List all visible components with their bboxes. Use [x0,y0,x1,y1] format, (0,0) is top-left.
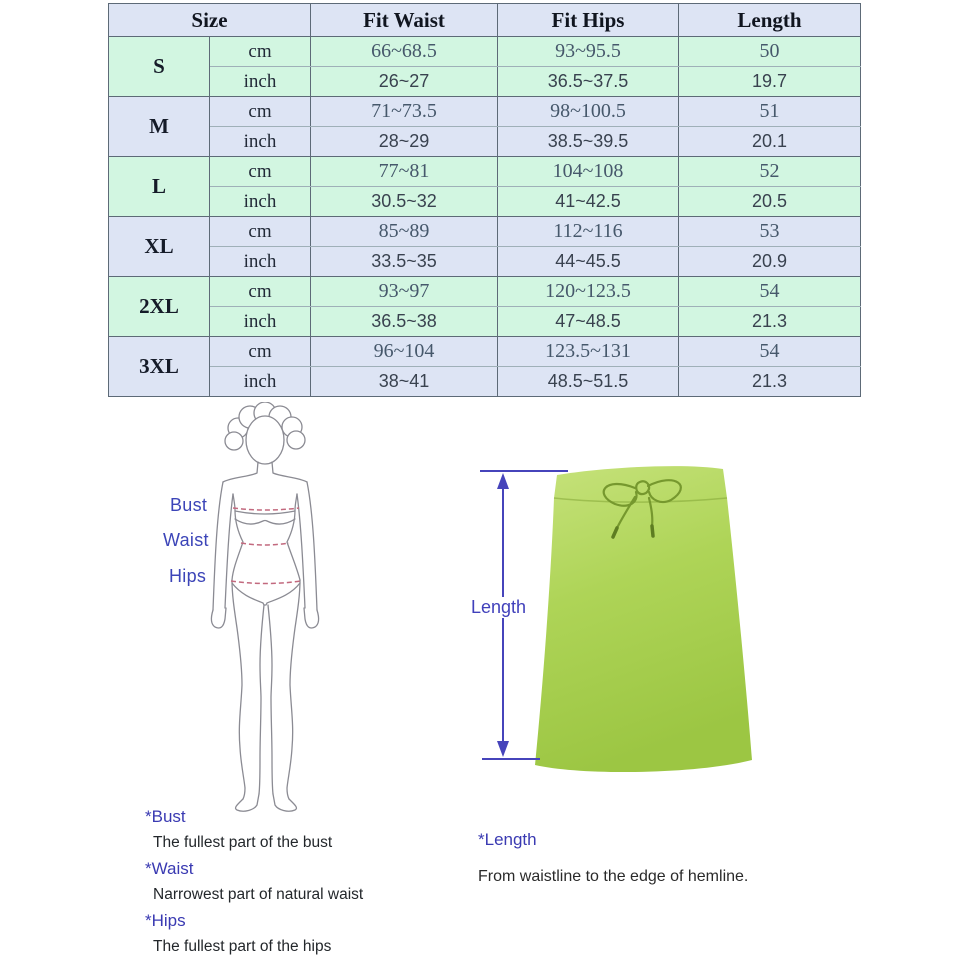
unit-cm-label: cm [210,37,311,67]
waist-cm-value: 93~97 [311,277,498,307]
unit-inch-label: inch [210,247,311,277]
table-row [109,307,861,337]
table-row [109,67,861,97]
arrow-head-up-icon [497,473,509,489]
col-header-fit-waist: Fit Waist [311,4,498,37]
length-cm-value: 51 [679,97,861,127]
hips-measure-line [231,581,301,584]
unit-inch-label: inch [210,127,311,157]
bust-figure-label: Bust [170,495,208,515]
table-row [109,217,861,247]
unit-inch-label: inch [210,367,311,397]
hips-cm-value: 98~100.5 [498,97,679,127]
table-row [109,187,861,217]
hips-inch-value: 36.5~37.5 [498,67,679,97]
arrow-head-down-icon [497,741,509,757]
waist-inch-value: 28~29 [311,127,498,157]
unit-cm-label: cm [210,277,311,307]
hips-inch-value: 38.5~39.5 [498,127,679,157]
length-note-term: *Length [478,830,537,849]
length-cm-value: 52 [679,157,861,187]
col-header-length: Length [679,4,861,37]
length-cm-value: 54 [679,337,861,367]
hips-cm-value: 123.5~131 [498,337,679,367]
table-row [109,247,861,277]
table-row [109,367,861,397]
waist-cm-value: 85~89 [311,217,498,247]
unit-cm-label: cm [210,157,311,187]
hips-figure-label: Hips [169,566,207,586]
skirt-illustration [455,452,775,787]
hips-note-term: *Hips [145,911,186,930]
size-label: 3XL [109,337,210,397]
bust-note-term: *Bust [145,807,186,826]
waist-inch-value: 30.5~32 [311,187,498,217]
hips-cm-value: 93~95.5 [498,37,679,67]
waist-measure-line [241,543,289,545]
unit-cm-label: cm [210,337,311,367]
hips-note-desc: The fullest part of the hips [153,938,332,955]
length-inch-value: 19.7 [679,67,861,97]
length-cm-value: 54 [679,277,861,307]
measurement-notes [145,804,485,960]
hips-inch-value: 47~48.5 [498,307,679,337]
waist-inch-value: 33.5~35 [311,247,498,277]
bust-measure-line [233,508,299,510]
waist-cm-value: 77~81 [311,157,498,187]
unit-cm-label: cm [210,217,311,247]
size-label: L [109,157,210,217]
length-cm-value: 50 [679,37,861,67]
length-arrow-label: Length [468,597,529,618]
waist-inch-value: 36.5~38 [311,307,498,337]
table-header-row [109,4,861,37]
unit-inch-label: inch [210,307,311,337]
unit-cm-label: cm [210,97,311,127]
table-row [109,127,861,157]
hips-cm-value: 112~116 [498,217,679,247]
hips-inch-value: 44~45.5 [498,247,679,277]
length-inch-value: 20.9 [679,247,861,277]
size-label: S [109,37,210,97]
size-label: M [109,97,210,157]
length-cm-value: 53 [679,217,861,247]
unit-inch-label: inch [210,67,311,97]
size-chart-table [108,3,861,397]
length-inch-value: 21.3 [679,307,861,337]
waist-cm-value: 66~68.5 [311,37,498,67]
hips-inch-value: 41~42.5 [498,187,679,217]
col-header-fit-hips: Fit Hips [498,4,679,37]
size-label: 2XL [109,277,210,337]
waist-note-term: *Waist [145,859,194,878]
waist-cm-value: 96~104 [311,337,498,367]
table-row [109,157,861,187]
waist-figure-label: Waist [163,530,209,550]
length-inch-value: 21.3 [679,367,861,397]
hips-cm-value: 104~108 [498,157,679,187]
col-header-size: Size [109,4,311,37]
waist-cm-value: 71~73.5 [311,97,498,127]
table-row [109,337,861,367]
body-figure-illustration [168,402,363,812]
waist-note-desc: Narrowest part of natural waist [153,886,364,903]
hips-cm-value: 120~123.5 [498,277,679,307]
waist-inch-value: 26~27 [311,67,498,97]
table-row [109,37,861,67]
waist-inch-value: 38~41 [311,367,498,397]
bust-note-desc: The fullest part of the bust [153,834,333,851]
hips-inch-value: 48.5~51.5 [498,367,679,397]
table-row [109,97,861,127]
unit-inch-label: inch [210,187,311,217]
length-inch-value: 20.5 [679,187,861,217]
size-label: XL [109,217,210,277]
length-inch-value: 20.1 [679,127,861,157]
table-row [109,277,861,307]
length-note-desc: From waistline to the edge of hemline. [478,868,749,885]
skirt-body [535,466,752,772]
